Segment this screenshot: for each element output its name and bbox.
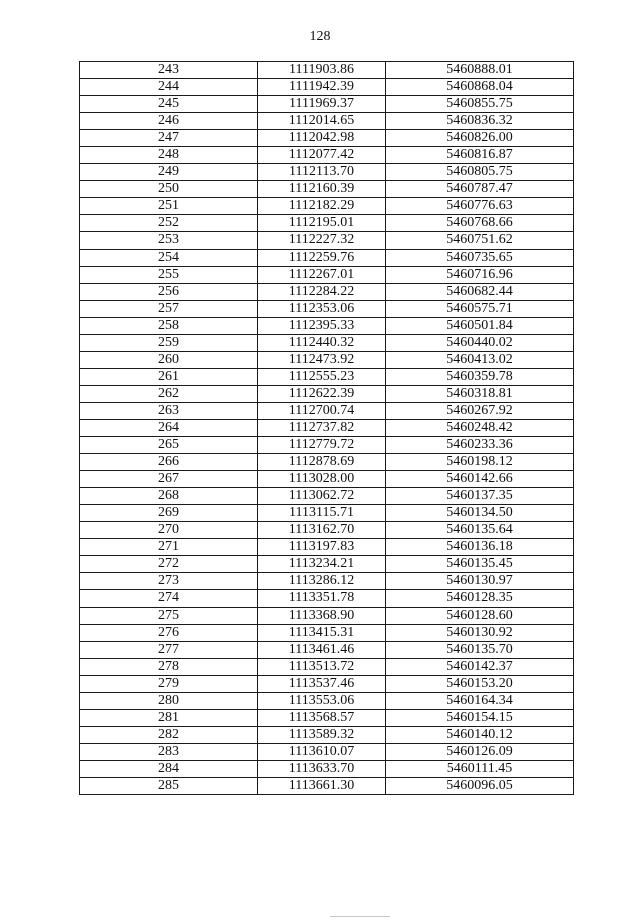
point-number-cell: 257 [80,300,258,317]
y-coordinate-cell: 5460111.45 [386,760,574,777]
table-row [80,658,574,675]
y-coordinate-cell: 5460136.18 [386,539,574,556]
table-row [80,692,574,709]
table-row [80,505,574,522]
x-coordinate-cell: 1112353.06 [258,300,386,317]
point-number-cell: 272 [80,556,258,573]
x-coordinate-cell: 1113415.31 [258,624,386,641]
table-row [80,539,574,556]
y-coordinate-cell: 5460805.75 [386,164,574,181]
table-row [80,556,574,573]
x-coordinate-cell: 1113351.78 [258,590,386,607]
table-row [80,760,574,777]
point-number-cell: 263 [80,402,258,419]
table-row [80,130,574,147]
x-coordinate-cell: 1113062.72 [258,488,386,505]
point-number-cell: 282 [80,726,258,743]
y-coordinate-cell: 5460135.64 [386,522,574,539]
coordinates-table-body [80,62,574,795]
y-coordinate-cell: 5460318.81 [386,385,574,402]
y-coordinate-cell: 5460682.44 [386,283,574,300]
y-coordinate-cell: 5460751.62 [386,232,574,249]
scan-mark [330,916,390,917]
y-coordinate-cell: 5460153.20 [386,675,574,692]
y-coordinate-cell: 5460768.66 [386,215,574,232]
x-coordinate-cell: 1112878.69 [258,454,386,471]
y-coordinate-cell: 5460233.36 [386,437,574,454]
table-row [80,488,574,505]
point-number-cell: 261 [80,368,258,385]
table-row [80,164,574,181]
y-coordinate-cell: 5460787.47 [386,181,574,198]
y-coordinate-cell: 5460128.60 [386,607,574,624]
table-row [80,317,574,334]
y-coordinate-cell: 5460826.00 [386,130,574,147]
y-coordinate-cell: 5460137.35 [386,488,574,505]
point-number-cell: 267 [80,471,258,488]
x-coordinate-cell: 1112160.39 [258,181,386,198]
table-row [80,266,574,283]
table-row [80,113,574,130]
point-number-cell: 252 [80,215,258,232]
point-number-cell: 281 [80,709,258,726]
y-coordinate-cell: 5460198.12 [386,454,574,471]
point-number-cell: 274 [80,590,258,607]
x-coordinate-cell: 1112014.65 [258,113,386,130]
y-coordinate-cell: 5460267.92 [386,402,574,419]
table-row [80,522,574,539]
table-row [80,709,574,726]
point-number-cell: 276 [80,624,258,641]
point-number-cell: 259 [80,334,258,351]
y-coordinate-cell: 5460135.45 [386,556,574,573]
x-coordinate-cell: 1111903.86 [258,62,386,79]
x-coordinate-cell: 1111942.39 [258,79,386,96]
point-number-cell: 280 [80,692,258,709]
point-number-cell: 245 [80,96,258,113]
table-row [80,777,574,794]
table-row [80,79,574,96]
x-coordinate-cell: 1111969.37 [258,96,386,113]
point-number-cell: 277 [80,641,258,658]
point-number-cell: 271 [80,539,258,556]
table-row [80,96,574,113]
point-number-cell: 253 [80,232,258,249]
y-coordinate-cell: 5460888.01 [386,62,574,79]
point-number-cell: 248 [80,147,258,164]
y-coordinate-cell: 5460575.71 [386,300,574,317]
point-number-cell: 268 [80,488,258,505]
x-coordinate-cell: 1112555.23 [258,368,386,385]
point-number-cell: 270 [80,522,258,539]
point-number-cell: 275 [80,607,258,624]
y-coordinate-cell: 5460855.75 [386,96,574,113]
x-coordinate-cell: 1112195.01 [258,215,386,232]
x-coordinate-cell: 1113589.32 [258,726,386,743]
point-number-cell: 254 [80,249,258,266]
x-coordinate-cell: 1112440.32 [258,334,386,351]
table-row [80,249,574,266]
table-row [80,726,574,743]
table-row [80,471,574,488]
table-row [80,283,574,300]
table-row [80,437,574,454]
y-coordinate-cell: 5460868.04 [386,79,574,96]
y-coordinate-cell: 5460142.37 [386,658,574,675]
y-coordinate-cell: 5460359.78 [386,368,574,385]
y-coordinate-cell: 5460248.42 [386,419,574,436]
y-coordinate-cell: 5460816.87 [386,147,574,164]
table-row [80,62,574,79]
table-row [80,419,574,436]
point-number-cell: 285 [80,777,258,794]
point-number-cell: 249 [80,164,258,181]
table-row [80,181,574,198]
table-row [80,402,574,419]
coordinates-table [79,61,574,795]
point-number-cell: 250 [80,181,258,198]
x-coordinate-cell: 1112227.32 [258,232,386,249]
x-coordinate-cell: 1113661.30 [258,777,386,794]
x-coordinate-cell: 1112267.01 [258,266,386,283]
table-row [80,368,574,385]
point-number-cell: 256 [80,283,258,300]
point-number-cell: 279 [80,675,258,692]
y-coordinate-cell: 5460128.35 [386,590,574,607]
y-coordinate-cell: 5460130.97 [386,573,574,590]
table-row [80,590,574,607]
x-coordinate-cell: 1112182.29 [258,198,386,215]
table-row [80,334,574,351]
y-coordinate-cell: 5460164.34 [386,692,574,709]
point-number-cell: 264 [80,419,258,436]
y-coordinate-cell: 5460134.50 [386,505,574,522]
x-coordinate-cell: 1112113.70 [258,164,386,181]
x-coordinate-cell: 1112700.74 [258,402,386,419]
y-coordinate-cell: 5460440.02 [386,334,574,351]
x-coordinate-cell: 1113197.83 [258,539,386,556]
table-row [80,385,574,402]
page-number: 128 [309,29,331,44]
y-coordinate-cell: 5460126.09 [386,743,574,760]
x-coordinate-cell: 1112779.72 [258,437,386,454]
point-number-cell: 251 [80,198,258,215]
table-row [80,675,574,692]
x-coordinate-cell: 1113610.07 [258,743,386,760]
table-row [80,624,574,641]
table-row [80,607,574,624]
x-coordinate-cell: 1112737.82 [258,419,386,436]
y-coordinate-cell: 5460154.15 [386,709,574,726]
point-number-cell: 262 [80,385,258,402]
point-number-cell: 258 [80,317,258,334]
x-coordinate-cell: 1112077.42 [258,147,386,164]
y-coordinate-cell: 5460716.96 [386,266,574,283]
y-coordinate-cell: 5460130.92 [386,624,574,641]
x-coordinate-cell: 1112473.92 [258,351,386,368]
point-number-cell: 243 [80,62,258,79]
table-row [80,743,574,760]
table-row [80,198,574,215]
x-coordinate-cell: 1112622.39 [258,385,386,402]
table-row [80,215,574,232]
x-coordinate-cell: 1113368.90 [258,607,386,624]
table-row [80,573,574,590]
table-row [80,641,574,658]
table-row [80,232,574,249]
y-coordinate-cell: 5460501.84 [386,317,574,334]
point-number-cell: 255 [80,266,258,283]
table-row [80,454,574,471]
x-coordinate-cell: 1113115.71 [258,505,386,522]
y-coordinate-cell: 5460413.02 [386,351,574,368]
y-coordinate-cell: 5460142.66 [386,471,574,488]
y-coordinate-cell: 5460135.70 [386,641,574,658]
x-coordinate-cell: 1113162.70 [258,522,386,539]
y-coordinate-cell: 5460776.63 [386,198,574,215]
x-coordinate-cell: 1113513.72 [258,658,386,675]
x-coordinate-cell: 1113286.12 [258,573,386,590]
point-number-cell: 244 [80,79,258,96]
x-coordinate-cell: 1112284.22 [258,283,386,300]
x-coordinate-cell: 1113553.06 [258,692,386,709]
x-coordinate-cell: 1113568.57 [258,709,386,726]
point-number-cell: 273 [80,573,258,590]
x-coordinate-cell: 1113537.46 [258,675,386,692]
table-row [80,351,574,368]
point-number-cell: 269 [80,505,258,522]
table-row [80,300,574,317]
point-number-cell: 278 [80,658,258,675]
x-coordinate-cell: 1112042.98 [258,130,386,147]
y-coordinate-cell: 5460140.12 [386,726,574,743]
x-coordinate-cell: 1112395.33 [258,317,386,334]
point-number-cell: 266 [80,454,258,471]
table-row [80,147,574,164]
x-coordinate-cell: 1113234.21 [258,556,386,573]
point-number-cell: 246 [80,113,258,130]
point-number-cell: 260 [80,351,258,368]
point-number-cell: 247 [80,130,258,147]
y-coordinate-cell: 5460735.65 [386,249,574,266]
y-coordinate-cell: 5460836.32 [386,113,574,130]
point-number-cell: 265 [80,437,258,454]
x-coordinate-cell: 1113633.70 [258,760,386,777]
x-coordinate-cell: 1113461.46 [258,641,386,658]
y-coordinate-cell: 5460096.05 [386,777,574,794]
x-coordinate-cell: 1112259.76 [258,249,386,266]
x-coordinate-cell: 1113028.00 [258,471,386,488]
point-number-cell: 283 [80,743,258,760]
point-number-cell: 284 [80,760,258,777]
